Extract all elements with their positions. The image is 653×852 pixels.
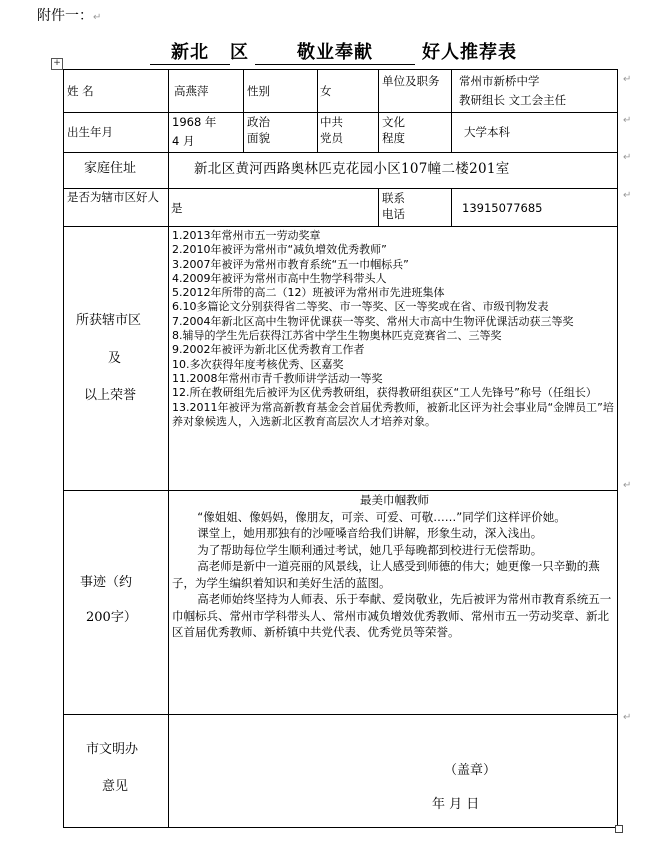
story-paragraph: 为了帮助每位学生顺利通过考试，她几乎每晚都到校进行无偿帮助。 (197, 542, 543, 557)
list-item: 8.辅导的学生先后获得江苏省中学生生物奥林匹克竞赛省二、三等奖 (172, 329, 502, 343)
politics-value: 中共党员 (320, 115, 343, 145)
title-category: 敬业奉献 (255, 38, 415, 65)
phone-label: 联系电话 (382, 191, 405, 221)
row-end-mark: ↵ (623, 115, 632, 126)
birth-value-line2: 4 月 (172, 134, 195, 148)
birth-label: 出生年月 (67, 125, 113, 139)
list-item: 4.2009年被评为常州市高中生物学科带头人 (172, 271, 387, 285)
list-item: 2.2010年被评为常州市“减负增效优秀教师” (172, 243, 387, 257)
gender-value: 女 (320, 84, 332, 98)
unit-value-line1: 常州市新桥中学 (459, 74, 540, 88)
list-item: 11.2008年常州市青千教师讲学活动一等奖 (172, 371, 383, 385)
is-good-value: 是 (171, 201, 183, 215)
list-item: 1.2013年常州市五一劳动奖章 (172, 229, 321, 242)
title-district: 新北 (150, 38, 230, 65)
list-item: 13.2011年被评为常高新教育基金会首届优秀教师，被新北区评为社会事业局“金牌员工”培养对象候选人，入选新北区教育高层次人才培养对象。 (172, 400, 614, 428)
date-text: 年 月 日 (432, 797, 480, 812)
education-label: 文化程度 (382, 115, 405, 145)
birth-value-line1: 1968 年 (172, 115, 217, 129)
honors-label-line3: 以上荣誉 (84, 388, 137, 403)
address-value: 新北区黄河西路奥林匹克花园小区107幢二楼201室 (194, 161, 510, 177)
table-resize-handle[interactable] (615, 825, 623, 833)
story-title: 最美巾帼教师 (360, 493, 429, 507)
politics-label: 政治面貌 (247, 115, 270, 145)
story-paragraph: “像姐姐、像妈妈，像朋友，可亲、可爱、可敬……”同学们这样评价她。 (197, 509, 566, 524)
page-title (150, 38, 550, 64)
list-item: 12.所在教研组先后被评为区优秀教研组，获得教研组获区“工人先锋号”称号（任组长） (172, 386, 597, 400)
table-move-handle-icon[interactable]: + (51, 58, 63, 70)
list-item: 10.多次获得年度考核优秀、区嘉奖 (172, 357, 344, 371)
unit-value-line2: 教研组长 文工会主任 (459, 93, 567, 107)
unit-label: 单位及职务 (382, 74, 440, 88)
honors-label-line1: 所获辖市区 (76, 313, 142, 328)
address-label: 家庭住址 (84, 161, 137, 176)
name-value: 高燕萍 (174, 84, 209, 98)
honors-list (172, 229, 617, 429)
stamp-text: （盖章） (444, 763, 497, 778)
story-paragraph: 高老师是新中一道亮丽的风景线，让人感受到师德的伟大；她更像一只辛勤的燕子，为学生编织着知识和美好生活的蓝图。 (172, 559, 600, 590)
education-value: 大学本科 (464, 125, 510, 139)
deeds-label-line1: 事迹（约 (80, 575, 133, 590)
deeds-label-line2: 200字） (86, 610, 137, 625)
row-end-mark: ↵ (623, 74, 632, 85)
list-item: 7.2004年新北区高中生物评优课获一等奖、常州大市高中生物评优课活动获三等奖 (172, 314, 574, 328)
name-label: 姓 名 (67, 84, 94, 98)
opinion-label-line1: 市文明办 (86, 742, 139, 757)
list-item: 6.10多篇论文分别获得省二等奖、市一等奖、区一等奖或在省、市级刊物发表 (172, 300, 549, 314)
row-end-mark: ↵ (623, 190, 632, 201)
recommendation-table (63, 69, 618, 828)
row-end-mark: ↵ (623, 712, 632, 723)
list-item: 3.2007年被评为常州市教育系统“五一巾帼标兵” (172, 257, 409, 271)
list-item: 9.2002年被评为新北区优秀教育工作者 (172, 343, 365, 357)
story-text (172, 492, 617, 641)
gender-label: 性别 (247, 84, 270, 98)
row-end-mark: ↵ (623, 152, 632, 163)
honors-label-line2: 及 (108, 351, 122, 366)
title-suffix: 好人推荐表 (422, 42, 517, 63)
attachment-label: 附件一：↵ (37, 8, 102, 24)
story-paragraph: 课堂上，她用那独有的沙哑嗓音给我们讲解，形象生动，深入浅出。 (197, 526, 543, 540)
is-good-label: 是否为辖市区好人 (67, 190, 159, 204)
list-item: 5.2012年所带的高二（12）班被评为常州市先进班集体 (172, 286, 445, 300)
row-end-mark: ↵ (623, 480, 632, 491)
story-paragraph: 高老师始终坚持为人师表、乐于奉献、爱岗敬业，先后被评为常州市教育系统五一巾帼标兵、常州市学科带头人、常州市减负增效优秀教师、常州市五一劳动奖章、新北区首届优秀教师、新桥镇中共党代表、优秀党员等荣誉。 (172, 592, 612, 639)
title-district-suffix: 区 (230, 42, 249, 63)
phone-value: 13915077685 (462, 201, 543, 215)
opinion-label-line2: 意见 (102, 779, 129, 794)
